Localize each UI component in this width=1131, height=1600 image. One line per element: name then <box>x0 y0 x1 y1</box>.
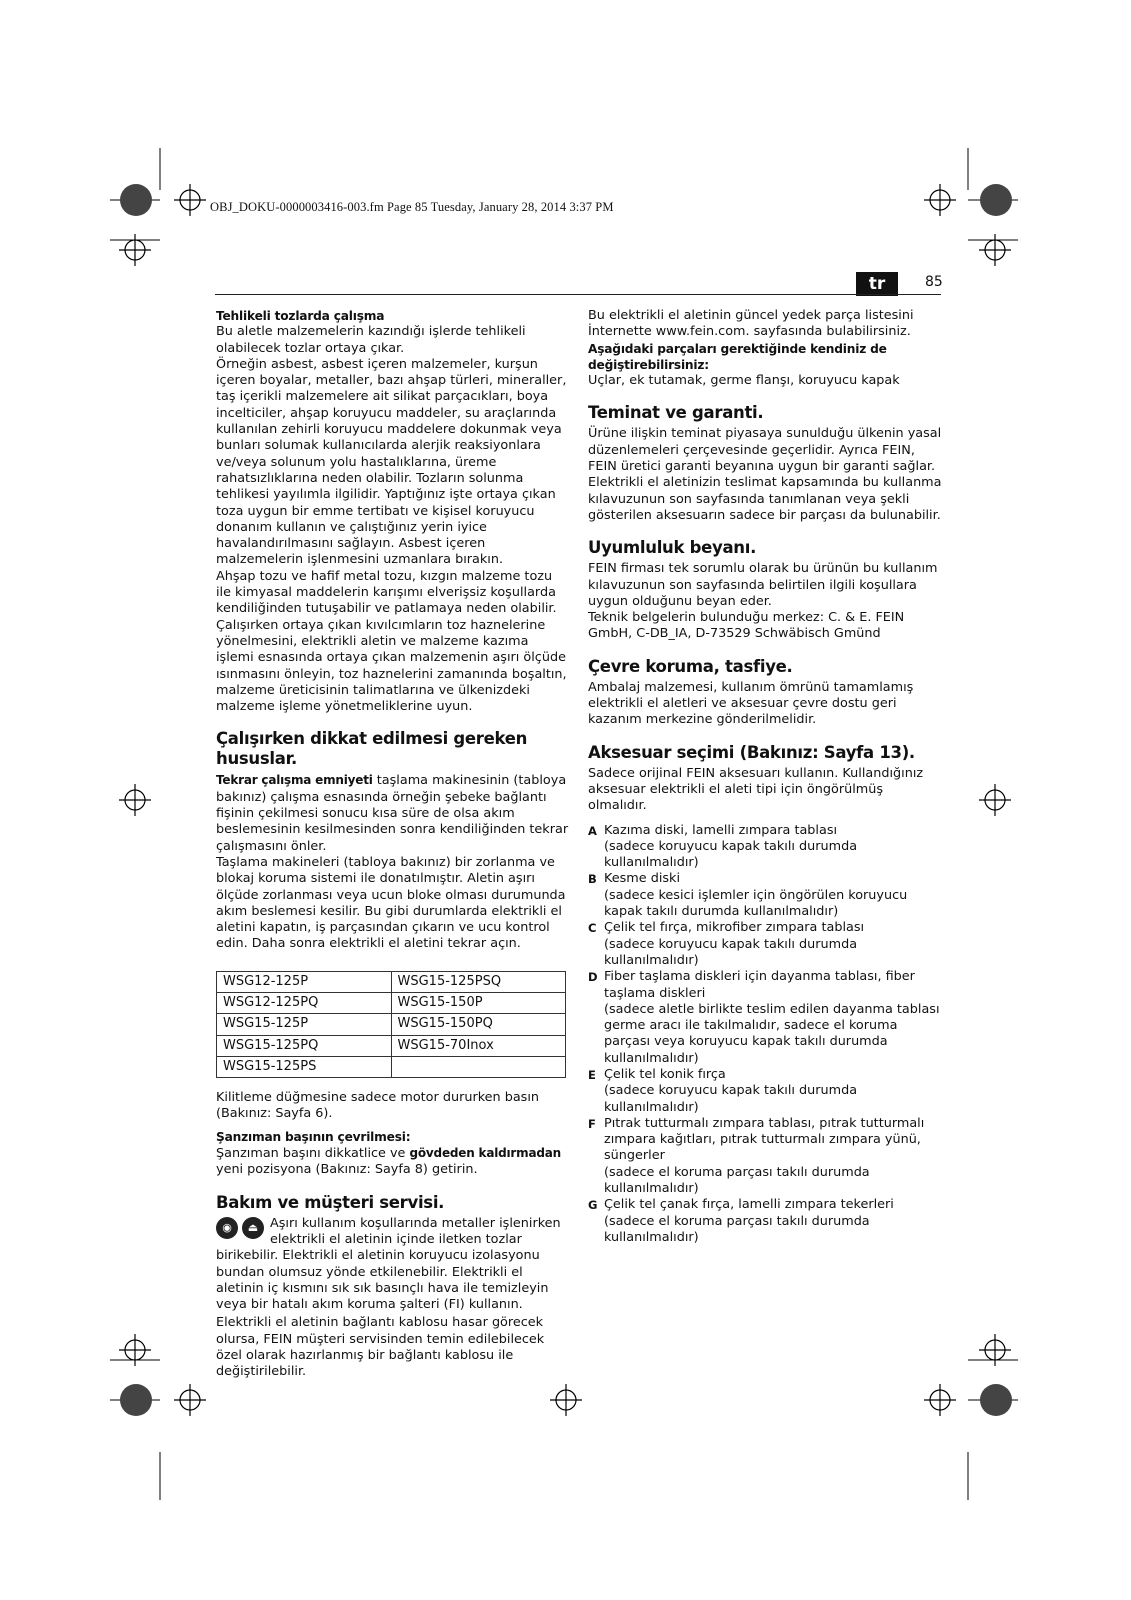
item-note: (sadece aletle birlikte teslim edilen dayanma tablası germe aracı ile takılmalıdır, sadece el koruma parçası veya koruyucu kapak takılı durumda kullanılmalıdır) <box>604 1001 940 1066</box>
model-table <box>216 971 566 1078</box>
item-note: (sadece el koruma parçası takılı durumda kullanılmalıdır) <box>604 1213 870 1245</box>
item-note: (sadece koruyucu kapak takılı durumda kullanılmalıdır) <box>604 1083 858 1115</box>
safety-icons <box>216 1217 264 1239</box>
unplug-icon: ⏏ <box>242 1217 264 1239</box>
right-column <box>588 308 943 1246</box>
item-text: Çelik tel çanak fırça, lamelli zımpara tekerleri <box>604 1197 894 1213</box>
paragraph-text: Aşırı kullanım koşullarında metaller işlenirken elektrikli el aletinin içinde iletken tozlar birikebilir. Elektrikli el aletinin koruyucu izolasyonu bundan olumsuz yönde etkilenebilir. Elektrikli el aletinin iç kısmını sık sık basınçlı hava ile temizleyin veya bir hatalı akım koruma şalteri (FI) kullanın. <box>216 1215 561 1313</box>
table-row <box>217 992 566 1013</box>
section-title-precautions: Çalışırken dikkat edilmesi gereken hususlar. <box>216 729 528 769</box>
table-row <box>217 971 566 992</box>
table-row <box>217 1035 566 1056</box>
bold-term: gövdeden kaldırmadan <box>409 1146 561 1161</box>
table-cell: WSG15-125PS <box>217 1056 392 1077</box>
table-cell: WSG15-125PQ <box>217 1035 392 1056</box>
list-item <box>588 920 943 969</box>
table-row <box>217 1014 566 1035</box>
item-note: (sadece kesici işlemler için öngörülen koruyucu kapak takılı durumda kullanılmalıdır) <box>604 887 908 920</box>
section-title-warranty: Teminat ve garanti. <box>588 403 764 423</box>
bold-term: Tekrar çalışma emniyeti <box>216 773 373 788</box>
paragraph: Uçlar, ek tutamak, germe flanşı, koruyucu kapak <box>588 373 900 389</box>
item-key: F <box>588 1116 596 1131</box>
section-title-accessories: Aksesuar seçimi (Bakınız: Sayfa 13). <box>588 742 915 762</box>
section-title-conformity: Uyumluluk beyanı. <box>588 538 757 558</box>
paragraph <box>216 772 570 854</box>
paragraph <box>216 1216 570 1314</box>
table-cell: WSG15-125P <box>217 1014 392 1035</box>
list-item <box>588 1067 943 1116</box>
table-cell: WSG15-70Inox <box>391 1035 566 1056</box>
subheading-replaceable-parts: Aşağıdaki parçaları gerektiğinde kendiniz de değiştirebilirsiniz: <box>588 341 887 372</box>
item-text: Kazıma diski, lamelli zımpara tablası <box>604 822 838 838</box>
service-paragraph <box>216 1216 570 1314</box>
table-cell: WSG12-125PQ <box>217 992 392 1013</box>
section-title-gearhead: Şanzıman başının çevrilmesi: <box>216 1129 411 1144</box>
item-text: Çelik tel fırça, mikrofiber zımpara tablası <box>604 920 865 936</box>
item-key: D <box>588 970 598 985</box>
item-key: E <box>588 1067 596 1082</box>
item-text: Pıtrak tutturmalı zımpara tablası, pıtrak tutturmalı zımpara kağıtları, pıtrak tutturmalı zımpara yünü, süngerler <box>604 1115 925 1164</box>
paragraph: Bu elektrikli el aletinin güncel yedek parça listesini İnternette www.fein.com. sayfasında bulabilirsiniz. <box>588 308 914 340</box>
paragraph: Kilitleme düğmesine sadece motor dururken basın (Bakınız: Sayfa 6). <box>216 1090 540 1122</box>
paragraph: Elektrikli el aletinizin teslimat kapsamında bu kullanma kılavuzunun son sayfasında tanımlanan veya şekli gösterilen aksesuarın sadece bir parçası da bulunabilir. <box>588 475 942 523</box>
item-text: Kesme diski <box>604 871 681 887</box>
list-item <box>588 1197 943 1246</box>
paragraph: Ambalaj malzemesi, kullanım ömrünü tamamlamış elektrikli el aletleri ve aksesuar çevre dostu geri kazanım merkezine gönderilmelidir. <box>588 679 914 728</box>
item-key: G <box>588 1198 598 1213</box>
item-note: (sadece el koruma parçası takılı durumda kullanılmalıdır) <box>604 1164 870 1197</box>
paragraph <box>216 1145 570 1179</box>
paragraph-text: yeni pozisyona (Bakınız: Sayfa 8) getirin. <box>216 1162 478 1178</box>
table-cell: WSG15-125PSQ <box>391 971 566 992</box>
eye-protection-icon: ◉ <box>216 1217 238 1239</box>
item-key: C <box>588 921 597 936</box>
table-cell <box>391 1056 566 1077</box>
table-cell: WSG15-150PQ <box>391 1014 566 1035</box>
section-title-environment: Çevre koruma, tasfiye. <box>588 656 793 676</box>
item-note: (sadece koruyucu kapak takılı durumda kullanılmalıdır) <box>604 838 858 871</box>
paragraph: Sadece orijinal FEIN aksesuarı kullanın. Kullandığınız aksesuar elektrikli el aleti tipi için öngörülmüş olmalıdır. <box>588 765 924 814</box>
paragraph: Taşlama makineleri (tabloya bakınız) bir zorlanma ve blokaj koruma sistemi ile donatılmıştır. Aletin aşırı ölçüde zorlanması veya ucun bloke olması durumunda akım beslemesi kesilir. Bu gibi durumlarda elektrikli el aletini kapatın, iş parçasından çıkarın ve ucu kontrol edin. Daha sonra elektrikli el aletini tekrar açın. <box>216 854 566 952</box>
item-note: (sadece koruyucu kapak takılı durumda kullanılmalıdır) <box>604 936 858 968</box>
language-badge: tr <box>856 272 898 296</box>
item-text: Çelik tel konik fırça <box>604 1066 726 1082</box>
list-item <box>588 969 943 1067</box>
list-item <box>588 871 943 920</box>
paragraph: Örneğin asbest, asbest içeren malzemeler, kurşun içeren boyalar, metaller, bazı ahşap türleri, mineraller, taş içerikli malzemelere ait silikat parçacıkları, boya incelticiler, ahşap koruyucu maddeler, su araçlarında kullanılan zehirli koruyucu maddelere dokunmak veya bunları solumak kullanıcılarda alerjik reaksiyonlara ve/veya solunum yolu hastalıklarına, üreme rahatsızlıklarına neden olabilir. Tozların solunma tehlikesi yayılımla ilgilidir. Yaptığınız işte ortaya çıkan toza uygun bir emme tertibatı ve kişisel koruyucu donanım kullanın ve çalıştığınız yerin iyice havalandırılmasını sağlayın. Asbest içeren malzemelerin işlenmesini uzmanlara bırakın. <box>216 356 567 568</box>
table-row <box>217 1056 566 1077</box>
table-cell: WSG15-150P <box>391 992 566 1013</box>
item-text: Fiber taşlama diskleri için dayanma tablası, fiber taşlama diskleri <box>604 969 915 1001</box>
section-title-dust: Tehlikeli tozlarda çalışma <box>216 309 385 323</box>
list-item <box>588 1116 943 1197</box>
paragraph-text: taşlama makinesinin (tabloya bakınız) çalışma esnasında örneğin şebeke bağlantı fişinin çekilmesi sonucu kısa süre de olsa akım beslemesinin kesilmesinden sonra kendiliğinden tekrar çalışmasını önler. <box>216 773 569 854</box>
section-title-service: Bakım ve müşteri servisi. <box>216 1192 445 1212</box>
paragraph: Ürüne ilişkin teminat piyasaya sunulduğu ülkenin yasal düzenlemeleri çerçevesinde geçerlidir. Ayrıca FEIN, FEIN üretici garanti beyanına uygun bir garanti sağlar. <box>588 426 942 475</box>
item-key: A <box>588 823 597 838</box>
file-info-line: OBJ_DOKU-0000003416-003.fm Page 85 Tuesday, January 28, 2014 3:37 PM <box>210 200 614 214</box>
paragraph: Teknik belgelerin bulunduğu merkez: C. & E. FEIN GmbH, C-DB_IA, D-73529 Schwäbisch Gmünd <box>588 610 905 642</box>
item-key: B <box>588 872 597 887</box>
paragraph: Ahşap tozu ve hafif metal tozu, kızgın malzeme tozu ile kimyasal maddelerin karışımı elverişsiz koşullarda kendiliğinden tutuşabilir ve patlamaya neden olabilir. Çalışırken ortaya çıkan kıvılcımların toz haznelerine yönelmesini, elektrikli aletin ve malzeme kazıma işlemi esnasında ortaya çıkan malzemenin aşırı ölçüde ısınmasını önleyin, toz haznelerini zamanında boşaltın, malzeme üreticisinin talimatlarına ve ülkenizdeki malzeme işleme yönetmeliklerine uyun. <box>216 568 567 715</box>
page-number: 85 <box>925 274 943 290</box>
paragraph: FEIN firması tek sorumlu olarak bu ürünün bu kullanım kılavuzunun son sayfasında belirtilen ilgili koşullara uygun olduğunu beyan eder. <box>588 561 938 609</box>
table-cell: WSG12-125P <box>217 971 392 992</box>
header-rule <box>215 294 941 295</box>
paragraph: Bu aletle malzemelerin kazındığı işlerde tehlikeli olabilecek tozlar ortaya çıkar. <box>216 324 526 356</box>
list-item <box>588 823 943 872</box>
paragraph: Elektrikli el aletinin bağlantı kablosu hasar görecek olursa, FEIN müşteri servisinden temin edilebilecek özel olarak hazırlanmış bir bağlantı kablosu ile değiştirilebilir. <box>216 1315 545 1380</box>
paragraph-text: Şanzıman başını dikkatlice ve <box>216 1146 410 1162</box>
left-column <box>216 308 570 1381</box>
